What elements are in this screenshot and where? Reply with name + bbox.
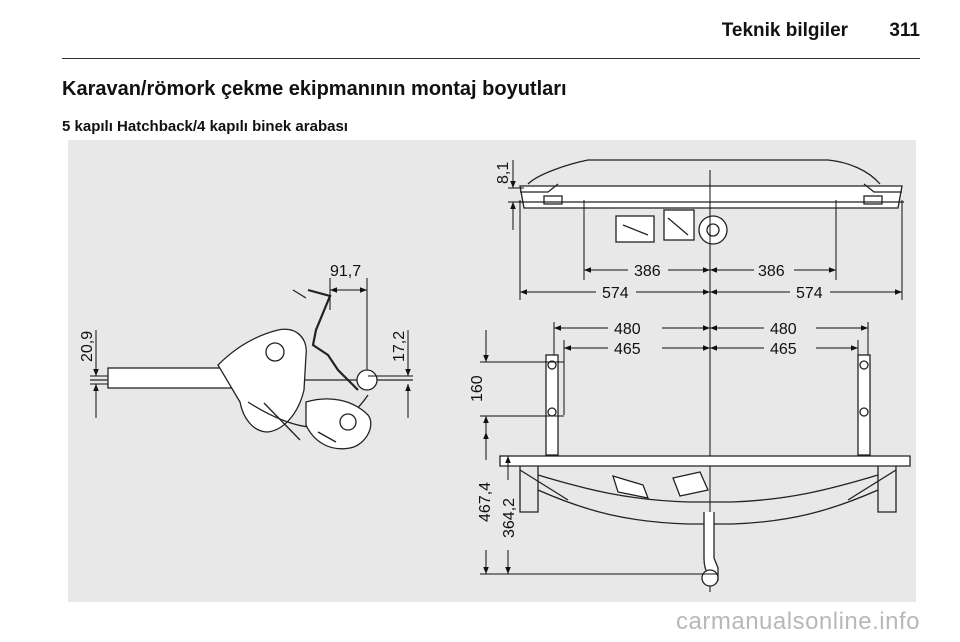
dim-label-480-right: 480: [770, 321, 797, 338]
dim-label-364-2: 364,2: [501, 497, 518, 538]
header-divider: [62, 58, 920, 59]
dim-label-574-left: 574: [602, 285, 629, 302]
dim-label-17-2: 17,2: [391, 330, 408, 362]
dim-label-480-left: 480: [614, 321, 641, 338]
dim-label-574-right: 574: [796, 285, 823, 302]
dim-label-386-left: 386: [634, 263, 661, 280]
dim-label-467-4: 467,4: [477, 481, 494, 522]
dim-label-465-right: 465: [770, 341, 797, 358]
dim-label-91-7: 91,7: [330, 263, 362, 280]
watermark: carmanualsonline.info: [676, 608, 920, 635]
page-number: 311: [889, 20, 920, 41]
dim-label-20-9: 20,9: [79, 330, 96, 362]
mounting-dimensions-figure: [68, 140, 916, 602]
section-title: Teknik bilgiler: [721, 20, 849, 41]
dim-label-160: 160: [469, 375, 486, 402]
crossmember-drawing: [500, 355, 910, 586]
top-view-drawing: [518, 160, 904, 244]
side-view-drawing: [90, 290, 413, 449]
page-subtitle: 5 kapılı Hatchback/4 kapılı binek arabası: [62, 118, 348, 135]
page-title: Karavan/römork çekme ekipmanının montaj boyutları: [62, 78, 567, 100]
page-header: [640, 20, 920, 42]
dim-label-386-right: 386: [758, 263, 785, 280]
dim-label-8-1: 8,1: [495, 161, 512, 184]
technical-drawing: [68, 140, 916, 602]
dimension-91-7: [330, 278, 367, 370]
dim-label-465-left: 465: [614, 341, 641, 358]
